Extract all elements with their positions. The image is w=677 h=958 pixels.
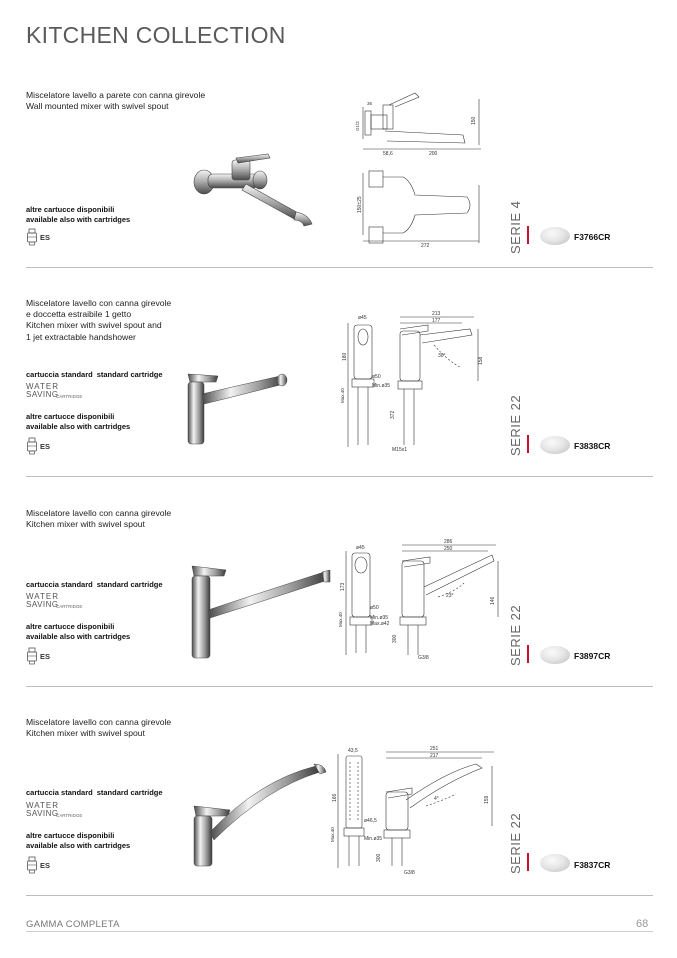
other-cartridges: [26, 412, 130, 431]
series-label: SERIE 22: [508, 604, 523, 666]
standard-cartridge: [26, 788, 163, 797]
dim-label: Max.ø42: [370, 621, 390, 627]
swivel-mixer-technical-drawing: [336, 535, 501, 665]
dim-label: 30°: [438, 353, 446, 359]
es-cartridge: [26, 647, 66, 665]
dim-label: 158: [478, 356, 484, 365]
dim-label: 177: [432, 318, 441, 324]
description-en: Kitchen mixer with swivel spout: [26, 728, 145, 739]
section-divider: [26, 476, 653, 477]
dim-label: 43,5: [348, 748, 358, 754]
series-accent-bar: [527, 645, 529, 663]
standard-cartridge-en: standard cartridge: [96, 788, 163, 797]
other-cartridges-en: available also with cartridges: [26, 214, 131, 224]
es-label: ES: [40, 861, 51, 870]
wall-mixer-photo: [188, 148, 322, 232]
page-title: KITCHEN COLLECTION: [26, 22, 286, 48]
standard-cartridge: [26, 580, 163, 589]
pullout-mixer-photo: [180, 370, 292, 452]
section-divider: [26, 895, 653, 896]
series-label: SERIE 22: [508, 812, 523, 874]
dim-label: 200: [429, 151, 438, 157]
es-cartridge: [26, 228, 66, 246]
dim-label: ø46,5: [364, 818, 377, 824]
description-en: Kitchen mixer with swivel spout: [26, 519, 145, 530]
dim-label: 36: [367, 101, 373, 106]
product-code: F3766CR: [574, 232, 611, 242]
series-label: SERIE 4: [508, 200, 523, 254]
es-cartridge: [26, 437, 66, 455]
section-divider: [26, 267, 653, 268]
water-saving-logo: WATER SAVING CARTRIDGE: [26, 382, 83, 399]
cartridge-icon: [26, 437, 40, 455]
es-label: ES: [40, 652, 51, 661]
arched-mixer-technical-drawing: [326, 742, 502, 878]
description-it: Miscelatore lavello con canna girevole: [26, 508, 172, 518]
dim-label: 286: [444, 539, 453, 545]
standard-cartridge-it: cartuccia standard: [26, 788, 93, 797]
series-accent-bar: [527, 435, 529, 453]
page-number: 68: [636, 918, 649, 930]
product-description: [26, 717, 171, 739]
dim-label: Min.ø35: [372, 383, 391, 389]
other-cartridges-it: altre cartucce disponibili: [26, 205, 115, 214]
dim-label: 173: [340, 582, 346, 591]
description-it: Miscelatore lavello a parete con canna girevole: [26, 90, 206, 100]
es-label: ES: [40, 442, 51, 451]
other-cartridges: [26, 205, 130, 224]
series-accent-bar: [527, 853, 529, 871]
dim-label: 23°: [446, 593, 454, 599]
product-code: F3897CR: [574, 651, 611, 661]
standard-cartridge-en: standard cartridge: [96, 370, 163, 379]
dim-label: Max.40: [330, 827, 335, 842]
other-cartridges-it: altre cartucce disponibili: [26, 412, 115, 421]
dim-label: Min.ø35: [370, 615, 389, 621]
wall-mixer-technical-drawing: [355, 85, 495, 250]
dim-label: 159: [484, 795, 490, 804]
other-cartridges: [26, 622, 130, 641]
dim-label: 250: [444, 546, 453, 552]
dim-label: 166: [332, 793, 338, 802]
description-en: Kitchen mixer with swivel spout and: [26, 320, 162, 331]
dim-label: 372: [390, 410, 396, 419]
dim-label: 4°: [434, 796, 439, 802]
other-cartridges-en: available also with cartridges: [26, 631, 131, 641]
dim-label: 146: [490, 596, 496, 605]
standard-cartridge-it: cartuccia standard: [26, 580, 93, 589]
dim-label: 300: [376, 853, 382, 862]
es-label: ES: [40, 233, 51, 242]
other-cartridges-en: available also with cartridges: [26, 421, 131, 431]
description-it: Miscelatore lavello con canna girevole: [26, 298, 172, 308]
series-accent-bar: [527, 226, 529, 244]
series-label: SERIE 22: [508, 394, 523, 456]
chrome-finish-swatch: [540, 646, 570, 664]
pullout-mixer-technical-drawing: [338, 305, 488, 455]
product-code: F3838CR: [574, 441, 611, 451]
cartridge-icon: [26, 856, 40, 874]
dim-label: ø50: [370, 605, 379, 611]
chrome-finish-swatch: [540, 227, 570, 245]
section-divider: [26, 686, 653, 687]
water-saving-logo: WATER SAVING CARTRIDGE: [26, 592, 83, 609]
description-en-cont: 1 jet extractable handshower: [26, 331, 136, 342]
product-description: [26, 90, 205, 112]
swivel-mixer-photo: [186, 562, 334, 664]
standard-cartridge-en: standard cartridge: [96, 580, 163, 589]
other-cartridges-en: available also with cartridges: [26, 840, 131, 850]
dim-label: 180: [342, 352, 348, 361]
water-saving-logo: WATER SAVING CARTRIDGE: [26, 801, 83, 818]
dim-label: ø45: [358, 315, 367, 321]
footer-divider: [26, 931, 653, 932]
description-it: Miscelatore lavello con canna girevole: [26, 717, 172, 727]
cartridge-icon: [26, 228, 40, 246]
product-description: [26, 298, 171, 343]
dim-label: G1/2: [355, 121, 360, 131]
es-cartridge: [26, 856, 66, 874]
dim-label: G3/8: [418, 655, 429, 661]
arched-mixer-photo: [190, 760, 336, 872]
dim-label: 58,6: [383, 151, 393, 157]
dim-label: Max.40: [338, 612, 343, 627]
dim-label: 150±25: [357, 196, 363, 213]
dim-label: Max.40: [340, 388, 345, 403]
dim-label: G3/8: [404, 870, 415, 876]
cartridge-icon: [26, 647, 40, 665]
chrome-finish-swatch: [540, 436, 570, 454]
standard-cartridge-it: cartuccia standard: [26, 370, 93, 379]
description-it-cont: e doccetta estraibile 1 getto: [26, 309, 132, 320]
dim-label: ø45: [356, 545, 365, 551]
dim-label: ø50: [372, 374, 381, 380]
dim-label: 217: [430, 753, 439, 759]
dim-label: 300: [392, 634, 398, 643]
other-cartridges-it: altre cartucce disponibili: [26, 831, 115, 840]
description-en: Wall mounted mixer with swivel spout: [26, 101, 169, 112]
other-cartridges: [26, 831, 130, 850]
dim-label: M15x1: [392, 447, 408, 453]
dim-label: 213: [432, 311, 441, 317]
dim-label: 251: [430, 746, 439, 752]
dim-label: Min.ø35: [364, 836, 383, 842]
footer-label: GAMMA COMPLETA: [26, 919, 120, 930]
dim-label: 272: [421, 243, 430, 249]
chrome-finish-swatch: [540, 854, 570, 872]
product-description: [26, 508, 171, 530]
product-code: F3837CR: [574, 860, 611, 870]
dim-label: 150: [471, 116, 477, 125]
standard-cartridge: [26, 370, 163, 379]
other-cartridges-it: altre cartucce disponibili: [26, 622, 115, 631]
